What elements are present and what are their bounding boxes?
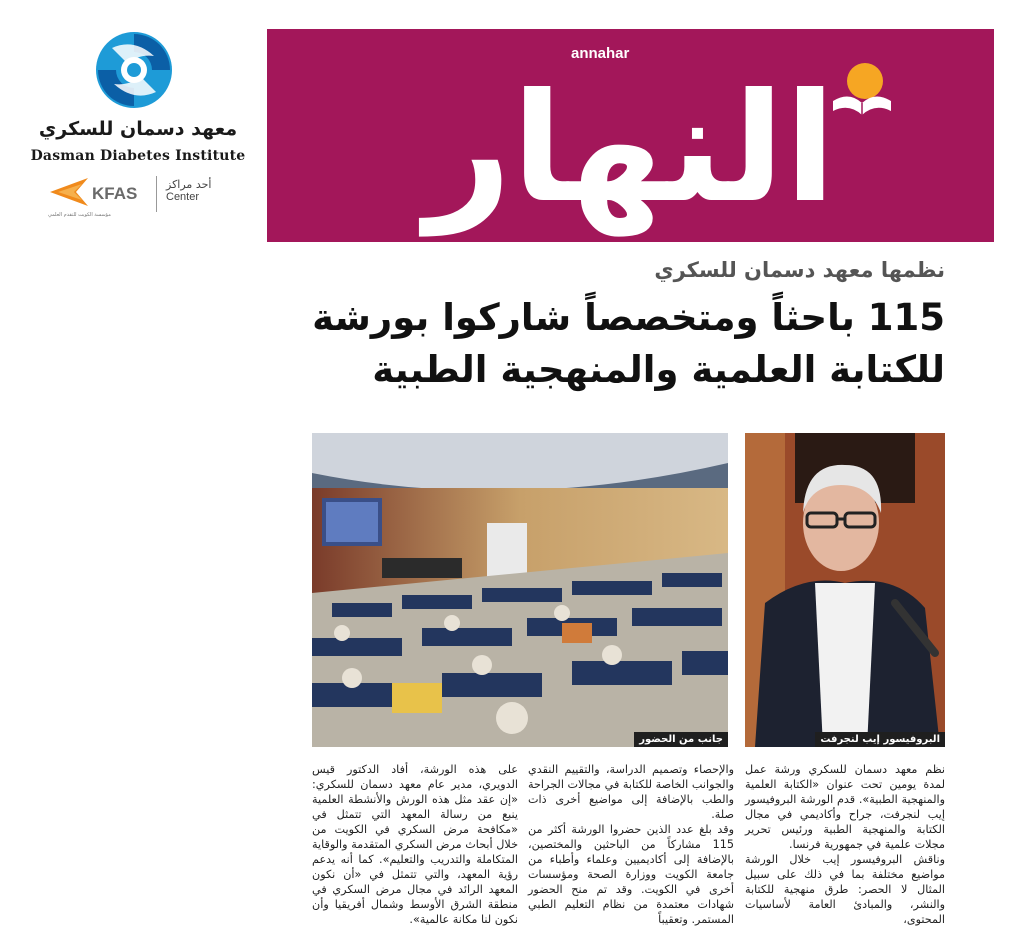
centers-label-arabic: أحد مراكز <box>166 178 212 191</box>
kfas-subtitle: مؤسسة الكويت للتقدم العلمي <box>48 212 111 218</box>
article-column-1 <box>745 762 945 927</box>
kfas-partner-logo <box>48 174 248 224</box>
speaker-photo-caption: البروفيسور إيب لنجرفت <box>815 732 945 747</box>
kfas-divider <box>156 176 157 212</box>
kfas-wordmark: KFAS <box>92 184 138 203</box>
article-paragraph: نظم معهد دسمان للسكري ورشة عمل لمدة يومين تحت عنوان «الكتابة العلمية والمنهجية الطبية». قدم الورشة البروفيسور إيب لنجرفت، جراح وأكاديمي في مجال الكتابة والمنهجية الطبية ورئيس تحرير مجلات علمية في جمهورية فرنسا. <box>745 763 945 851</box>
audience-photo-caption: جانب من الحضور <box>634 732 728 747</box>
article-column-3 <box>312 762 518 927</box>
institute-logo-block <box>18 24 258 234</box>
institute-name-english: Dasman Diabetes Institute <box>30 148 246 164</box>
article-headline: 115 باحثاً ومتخصصاً شاركوا بورشة للكتابة العلمية والمنهجية الطبية <box>312 296 945 391</box>
article-paragraph: وناقش البروفيسور إيب خلال الورشة مواضيع مختلفة بما في ذلك على سبيل المثال لا الحصر: طرق منهجية للكتابة والنشر، والمبادئ العامة لأساسيات المحتوى، <box>745 853 945 926</box>
audience-photo-image <box>312 433 728 747</box>
article-column-2 <box>528 762 734 927</box>
speaker-photo-image <box>745 433 945 747</box>
speaker-photo <box>745 433 945 747</box>
centers-label <box>166 178 211 203</box>
masthead-arabic-title: النهار <box>425 62 836 236</box>
article-paragraph: على هذه الورشة، أفاد الدكتور قيس الدويري، مدير عام معهد دسمان للسكري: «إن عقد مثل هذه الورش والأنشطة العلمية ينبع من رسالة المعهد التي تتمثل في «مكافحة مرض السكري في الكويت من خلال أبحاث مرض السكري المتقدمة والوقاية المتكاملة والتدريب والتعليم». كما أنه يدعم رؤية المعهد، والتي تتمثل في «أن نكون المعهد الرائد في مجال مرض السكري في منطقة الشرق الأوسط وشمال أفريقيا وأن نكون لنا مكانة عالمية». <box>312 763 518 926</box>
audience-photo <box>312 433 728 747</box>
centers-label-english: Center <box>166 191 200 203</box>
article-paragraph: وقد بلغ عدد الذين حضروا الورشة أكثر من 115 مشاركاً من الباحثين والمختصين، بالإضافة إلى أكاديميين وعلماء وأطباء من جامعة الكويت ووزارة الصحة ومؤسسات أخرى في الكويت. وقد تم منح الحضور شهادات معتمدة من نظام التعليم الطبي المستمر. وتعقيباً <box>528 823 734 926</box>
newspaper-masthead <box>267 29 994 242</box>
article-kicker: نظمها معهد دسمان للسكري <box>654 258 945 282</box>
swirl-logo-icon <box>94 30 174 110</box>
masthead-latin-title: annahar <box>571 45 630 62</box>
article-paragraph: والإحصاء وتصميم الدراسة، والتقييم النقدي والجوانب الخاصة للكتابة في مجالات الجراحة والطب بالإضافة إلى مواضيع أخرى ذات صلة. <box>528 763 734 821</box>
institute-name-arabic: معهد دسمان للسكري <box>38 118 238 140</box>
